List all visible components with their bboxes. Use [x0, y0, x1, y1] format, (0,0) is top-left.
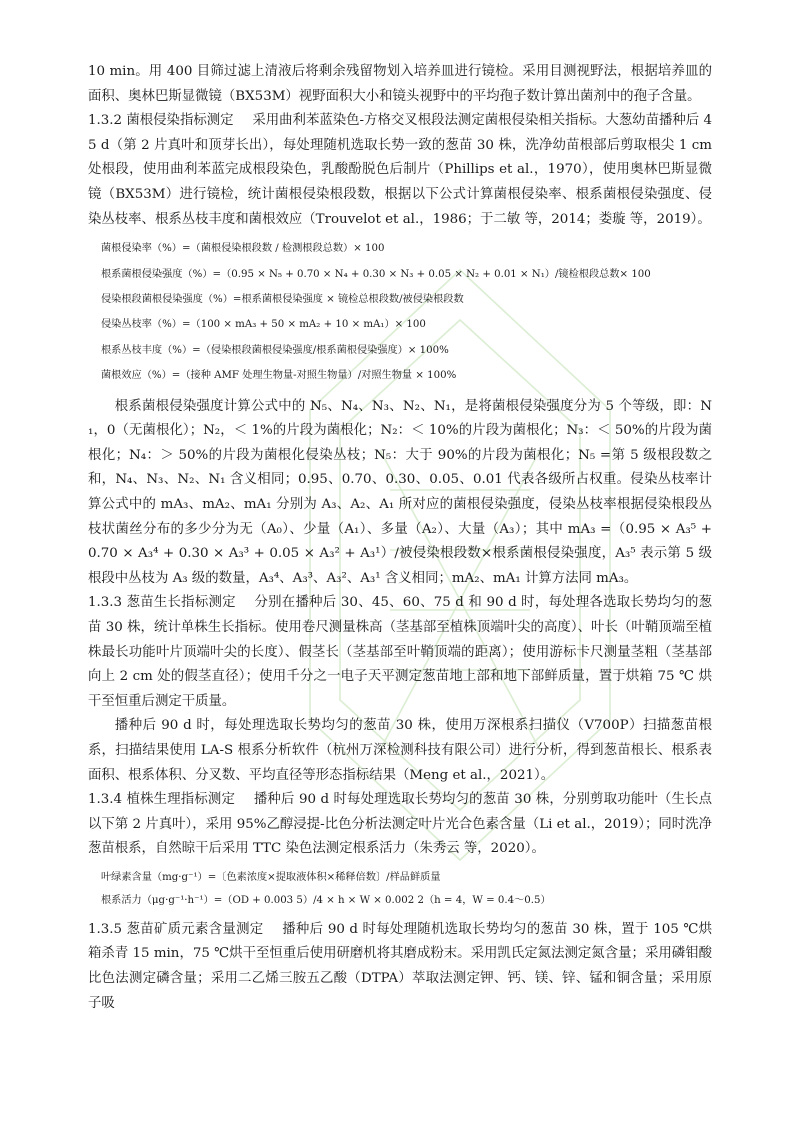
formula: 根系菌根侵染强度（%）=（0.95 × N₅ + 0.70 × N₄ + 0.30 × N₃ + 0.05 × N₂ + 0.01 × N₁）/镜检根段总数× 100: [101, 268, 651, 280]
formula: 菌根效应（%）=（接种 AMF 处理生物量-对照生物量）/对照生物量 × 100%: [101, 370, 457, 382]
formula: 侵染根段菌根侵染强度（%）=根系菌根侵染强度 × 镜检总根段数/被侵染根段数: [101, 293, 464, 305]
formula: 根系活力（μg·g⁻¹·h⁻¹）=（OD + 0.003 5）/4 × h × W × 0.002 2（h = 4，W = 0.4～0.5）: [101, 894, 551, 906]
paragraph: 10 min。用 400 目筛过滤上清液后将剩余残留物划入培养皿进行镜检。采用目测视野法，根据培养皿的面积、奥林巴斯显微镜（BX53M）视野面积大小和镜头视野中的平均孢子数计算出菌剂中的孢子含量。: [88, 64, 712, 104]
formula: 侵染丛枝率（%）=（100 × mA₃ + 50 × mA₂ + 10 × mA₁）× 100: [101, 319, 426, 331]
section-text: 播种后 90 d 时每处理选取长势均匀的葱苗 30 株，分别剪取功能叶（生长点以下第 2 片真叶），采用 95%乙醇浸提-比色分析法测定叶片光合色素含量（Li et al.，2019）；同时洗净葱苗根系，自然晾干后采用 TTC 染色法测定根系活力（朱秀云 等，2020）。: [88, 792, 713, 857]
section-text: 采用曲利苯蓝染色-方格交叉根段法测定菌根侵染相关指标。大葱幼苗播种后 45 d（第 2 片真叶和顶芽长出），每处理随机选取长势一致的葱苗 30 株，洗净幼苗根部后剪取根尖 1 cm 处根段，使用曲利苯蓝完成根段染色，乳酸酚脱色后制片（Phillips et al.，1970），使用奥林巴斯显微镜（BX53M）进行镜检，统计菌根侵染根段数，根据以下公式计算菌根侵染率、根系菌根侵染强度、侵染丛枝率、根系丛枝丰度和菌根效应（Trouvelot et al.，1986；于二敏 等，2014；娄璇 等，2019）。: [88, 113, 712, 227]
section-heading: 1.3.3 葱苗生长指标测定: [88, 595, 236, 611]
section-paragraph: [88, 788, 712, 862]
section-heading: 1.3.2 菌根侵染指标测定: [88, 113, 234, 129]
section-paragraph: [88, 918, 712, 1016]
article-body: [88, 60, 712, 1016]
formula-list: [88, 232, 712, 394]
paragraph: 播种后 90 d 时，每处理选取长势均匀的葱苗 30 株，使用万深根系扫描仪（V700P）扫描葱苗根系，扫描结果使用 LA-S 根系分析软件（杭州万深检测科技有限公司）进行分析，得到葱苗根长、根系表面积、根系体积、分叉数、平均直径等形态指标结果（Meng et al.，2021）。: [88, 718, 712, 783]
paragraph: 根系菌根侵染强度计算公式中的 N₅、N₄、N₃、N₂、N₁，是将菌根侵染强度分为 5 个等级，即：N₁，0（无菌根化）；N₂，＜ 1%的片段为菌根化；N₂：＜ 10%的片段为菌根化；N₃：＜ 50%的片段为菌根化；N₄：＞ 50%的片段为菌根化侵染丛枝；N₅：大于 90%的片段为菌根化；N₅ =第 5 级根段数之和，N₄、N₃、N₂、N₁ 含义相同；0.95、0.70、0.30、0.05、0.01 代表各级所占权重。侵染丛枝率计算公式中的 mA₃、mA₂、mA₁ 分别为 A₃、A₂、A₁ 所对应的菌根侵染强度，侵染丛枝率根据侵染根段丛枝状菌丝分布的多少分为无（A₀）、少量（A₁）、多量（A₂）、大量（A₃）；其中 mA₃ =（0.95 × A₃⁵ + 0.70 × A₃⁴ + 0.30 × A₃³ + 0.05 × A₃² + A₃¹）/被侵染根段数×根系菌根侵染强度，A₃⁵ 表示第 5 级根段中丛枝为 A₃ 级的数量，A₃⁴、A₃³、A₃²、A₃¹ 含义相同；mA₂、mA₁ 计算方法同 mA₃。: [88, 398, 712, 586]
section-paragraph: [88, 109, 712, 232]
formula: 菌根侵染率（%）=（菌根侵染根段数 / 检测根段总数）× 100: [101, 243, 385, 255]
formula: 叶绿素含量（mg·g⁻¹）=〔色素浓度×提取液体积×稀释倍数〕/样品鲜质量: [101, 871, 441, 883]
formula-list: [88, 862, 712, 918]
section-text: 播种后 90 d 时每处理随机选取长势均匀的葱苗 30 株，置于 105 ℃烘箱杀青 15 min，75 ℃烘干至恒重后使用研磨机将其磨成粉末。采用凯氏定氮法测定氮含量；采用磷钼酸比色法测定磷含量；采用二乙烯三胺五乙酸（DTPA）萃取法测定钾、钙、镁、锌、锰和铜含量；采用原子吸: [88, 921, 712, 1011]
section-paragraph: [88, 591, 712, 714]
formula: 根系丛枝丰度（%）=（侵染根段菌根侵染强度/根系菌根侵染强度）× 100%: [101, 344, 449, 356]
section-heading: 1.3.5 葱苗矿质元素含量测定: [88, 921, 264, 937]
section-heading: 1.3.4 植株生理指标测定: [88, 792, 236, 808]
section-text: 分别在播种后 30、45、60、75 d 和 90 d 时，每处理各选取长势均匀的葱苗 30 株，统计单株生长指标。使用卷尺测量株高（茎基部至植株顶端叶尖的高度）、叶长（叶鞘顶端至植株最长功能叶片顶端叶尖的长度）、假茎长（茎基部至叶鞘顶端的距离）；使用游标卡尺测量茎粗（茎基部向上 2 cm 处的假茎直径）；使用千分之一电子天平测定葱苗地上部和地下部鲜质量，置于烘箱 75 ℃ 烘干至恒重后测定干质量。: [88, 595, 712, 709]
